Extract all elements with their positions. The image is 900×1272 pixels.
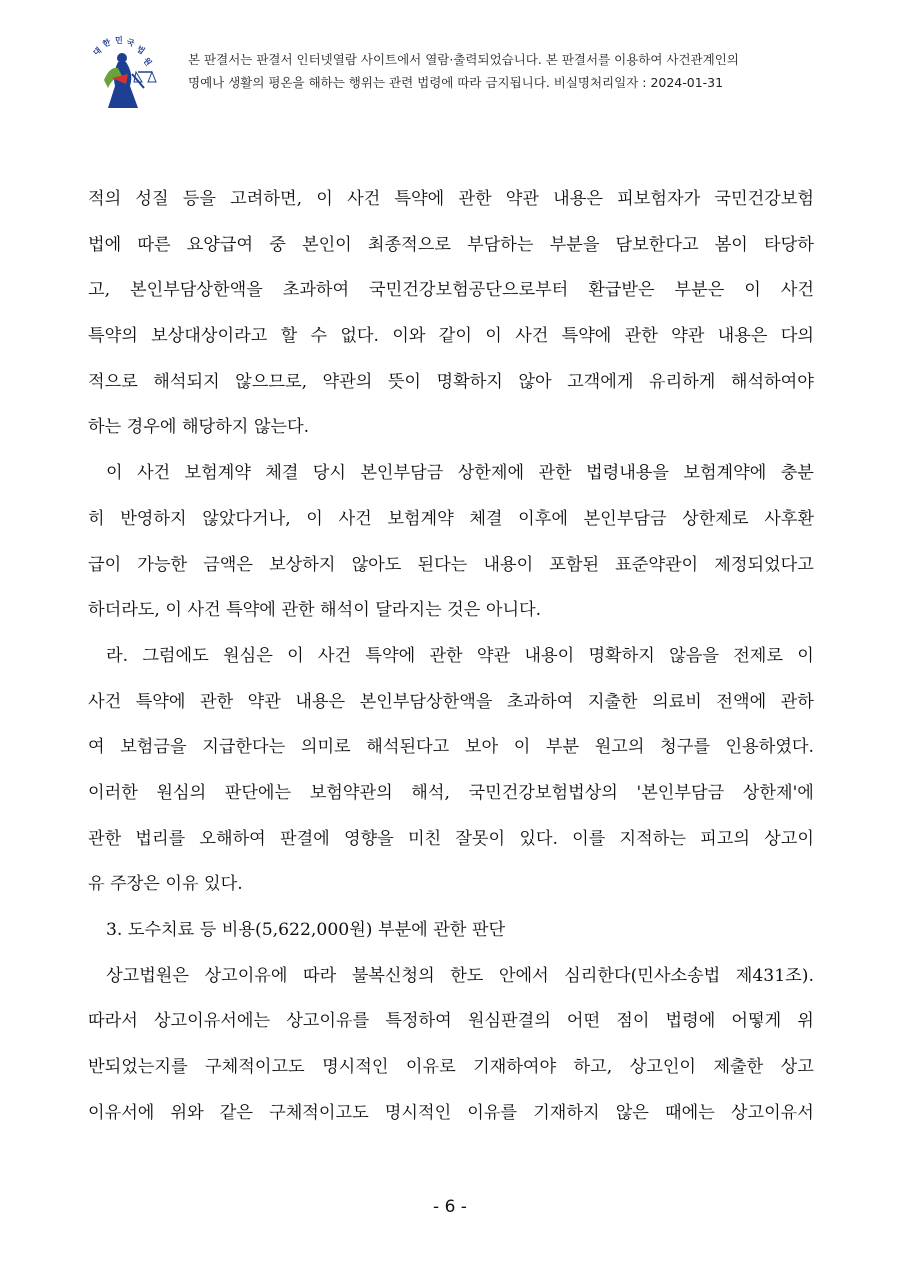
document-body <box>88 181 814 1140</box>
svg-text:국: 국 <box>125 37 136 49</box>
body-line: 사건 특약에 관한 약관 내용은 본인부담상한액을 초과하여 지출한 의료비 전액에 관하 <box>88 691 814 712</box>
body-line: 이 사건 보험계약 체결 당시 본인부담금 상한제에 관한 법령내용을 보험계약에 충분 <box>106 463 814 484</box>
notice-line-2: 명예나 생활의 평온을 해하는 행위는 관련 법령에 따라 금지됩니다. 비실명처리일자 : 2024-01-31 <box>188 75 724 90</box>
notice-text <box>188 48 848 94</box>
body-line: 관한 법리를 오해하여 판결에 영향을 미친 잘못이 있다. 이를 지적하는 피고의 상고이 <box>88 828 814 849</box>
body-line: 하는 경우에 해당하지 않는다. <box>88 417 310 438</box>
svg-text:대: 대 <box>91 45 104 58</box>
notice-line-1: 본 판결서는 판결서 인터넷열람 사이트에서 열람·출력되었습니다. 본 판결서를 이용하여 사건관계인의 <box>188 52 739 67</box>
body-line: 특약의 보상대상이라고 할 수 없다. 이와 같이 이 사건 특약에 관한 약관 내용은 다의 <box>88 326 814 347</box>
body-line: 하더라도, 이 사건 특약에 관한 해석이 달라지는 것은 아니다. <box>88 600 542 621</box>
body-line: 라. 그럼에도 원심은 이 사건 특약에 관한 약관 내용이 명확하지 않음을 전제로 이 <box>106 645 814 666</box>
svg-text:한: 한 <box>101 37 112 49</box>
body-line: 이유서에 위와 같은 구체적이고도 명시적인 이유를 기재하지 않은 때에는 상고이유서 <box>88 1102 814 1123</box>
svg-text:법: 법 <box>134 44 147 57</box>
body-line: 적의 성질 등을 고려하면, 이 사건 특약에 관한 약관 내용은 피보험자가 국민건강보험 <box>88 189 814 209</box>
svg-text:원: 원 <box>141 55 154 68</box>
svg-text:민: 민 <box>115 36 123 45</box>
body-line: 법에 따른 요양급여 중 본인이 최종적으로 부담하는 부분을 담보한다고 봄이 타당하 <box>88 234 814 255</box>
body-line: 3. 도수치료 등 비용(5,622,000원) 부분에 관한 판단 <box>106 920 506 940</box>
body-line: 따라서 상고이유서에는 상고이유를 특정하여 원심판결의 어떤 점이 법령에 어떻게 위 <box>88 1011 814 1032</box>
body-line: 반되었는지를 구체적이고도 명시적인 이유로 기재하여야 하고, 상고인이 제출한 상고 <box>88 1057 814 1078</box>
body-line: 히 반영하지 않았다거나, 이 사건 보험계약 체결 이후에 본인부담금 상한제로 사후환 <box>88 508 814 529</box>
page-number: - 6 - <box>433 1197 467 1217</box>
body-line: 고, 본인부담상한액을 초과하여 국민건강보험공단으로부터 환급받은 부분은 이 사건 <box>88 280 814 301</box>
page-header <box>82 34 842 98</box>
body-line: 상고법원은 상고이유에 따라 불복신청의 한도 안에서 심리한다(민사소송법 제431조). <box>106 965 814 986</box>
body-line: 이러한 원심의 판단에는 보험약관의 해석, 국민건강보험법상의 '본인부담금 상한제'에 <box>88 782 814 803</box>
court-logo-icon <box>82 34 178 114</box>
body-line: 유 주장은 이유 있다. <box>88 874 243 895</box>
body-line: 급이 가능한 금액은 보상하지 않아도 된다는 내용이 포함된 표준약관이 제정되었다고 <box>88 554 814 575</box>
body-line: 적으로 해석되지 않으므로, 약관의 뜻이 명확하지 않아 고객에게 유리하게 해석하여야 <box>88 371 814 392</box>
body-line: 여 보험금을 지급한다는 의미로 해석된다고 보아 이 부분 원고의 청구를 인용하였다. <box>88 737 814 758</box>
